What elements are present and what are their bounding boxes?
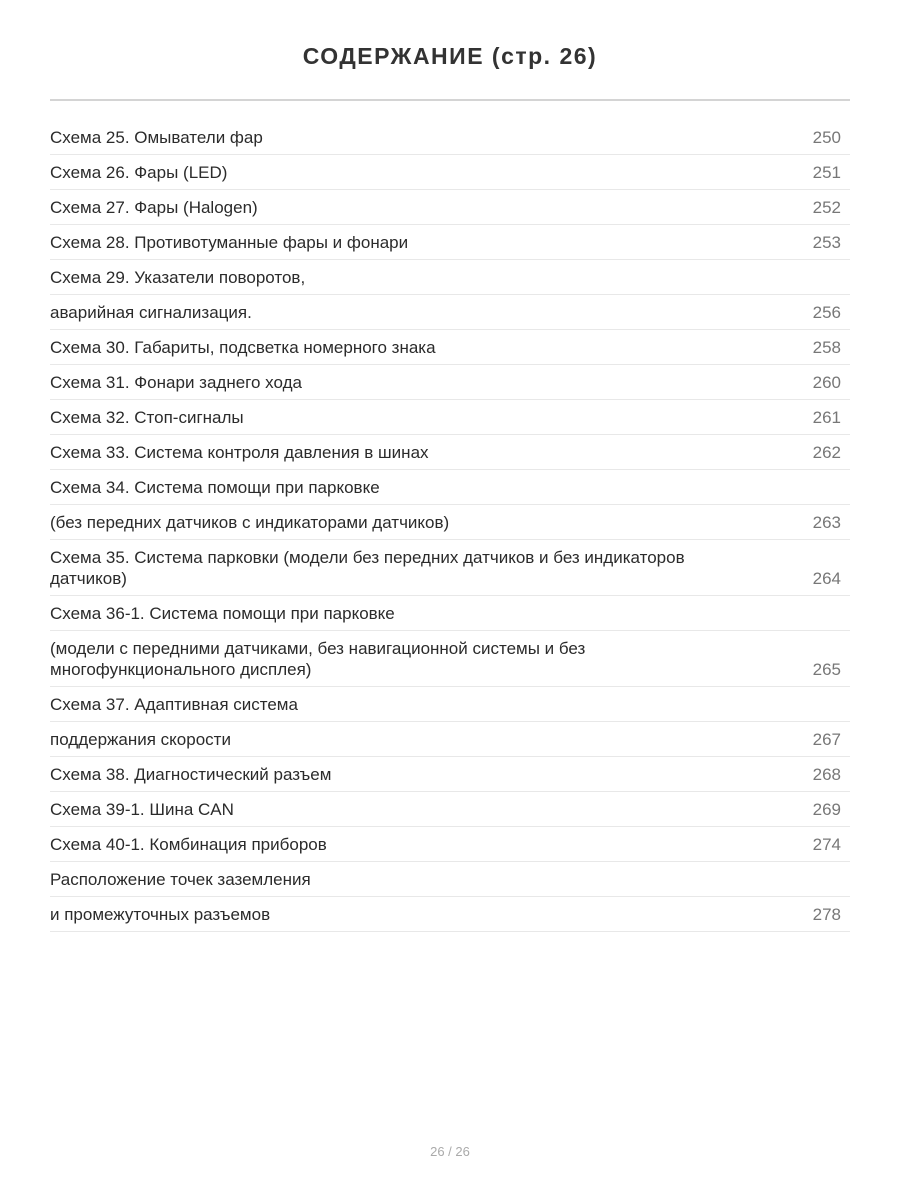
- toc-page-number: 252: [812, 198, 841, 217]
- page-indicator: 26 / 26: [430, 1144, 470, 1159]
- toc-page-number: 263: [812, 513, 841, 532]
- page-title: СОДЕРЖАНИЕ (стр. 26): [302, 43, 598, 69]
- toc-row[interactable]: [50, 631, 850, 687]
- toc-page-number: 253: [812, 233, 841, 252]
- toc-entry-label: Схема 31. Фонари заднего хода: [50, 373, 302, 392]
- toc-row[interactable]: [50, 540, 850, 596]
- toc-entry-label: поддержания скорости: [50, 730, 231, 749]
- toc-entry-label: Схема 26. Фары (LED): [50, 163, 228, 182]
- toc-entry-label: (модели с передними датчиками, без навигационной системы и без многофункционального дисплея): [50, 639, 586, 679]
- title-divider: [50, 99, 850, 101]
- toc-page-number: 268: [812, 765, 841, 784]
- toc-page-number: 260: [812, 373, 841, 392]
- toc-page-number: 267: [812, 730, 841, 749]
- toc-row[interactable]: [50, 596, 850, 631]
- toc-row[interactable]: [50, 260, 850, 295]
- toc-page-number: 264: [812, 569, 841, 588]
- toc-row[interactable]: [50, 435, 850, 470]
- toc-entry-label: Схема 37. Адаптивная система: [50, 695, 298, 714]
- toc-page-number: 274: [812, 835, 841, 854]
- toc-entry-label: и промежуточных разъемов: [50, 905, 271, 924]
- toc-row[interactable]: [50, 757, 850, 792]
- toc-row[interactable]: [50, 155, 850, 190]
- toc-entry-label: Схема 33. Система контроля давления в шинах: [50, 443, 429, 462]
- toc-entry-label: Схема 39-1. Шина CAN: [50, 800, 234, 819]
- toc-entry-label: Схема 36-1. Система помощи при парковке: [50, 604, 395, 623]
- toc-page: [50, 0, 850, 932]
- toc-entry-label: Схема 32. Стоп-сигналы: [50, 408, 244, 427]
- toc-row[interactable]: [50, 827, 850, 862]
- toc-page-number: 251: [812, 163, 841, 182]
- toc-page-number: 262: [812, 443, 841, 462]
- toc-row[interactable]: [50, 897, 850, 932]
- toc-row[interactable]: [50, 190, 850, 225]
- toc-page-number: 269: [812, 800, 841, 819]
- toc-page-number: 261: [812, 408, 841, 427]
- toc-row[interactable]: [50, 330, 850, 365]
- toc-row[interactable]: [50, 687, 850, 722]
- toc-page-number: 258: [812, 338, 841, 357]
- toc-row[interactable]: [50, 505, 850, 540]
- toc-row[interactable]: [50, 225, 850, 260]
- toc-entry-label: Схема 30. Габариты, подсветка номерного знака: [50, 338, 436, 357]
- toc-page-number: 250: [812, 128, 841, 147]
- toc-row[interactable]: [50, 400, 850, 435]
- toc-page-number: 278: [812, 905, 841, 924]
- toc-entry-label: Схема 27. Фары (Halogen): [50, 198, 258, 217]
- toc-row[interactable]: [50, 470, 850, 505]
- toc-entry-label: (без передних датчиков с индикаторами датчиков): [50, 513, 450, 532]
- toc-entry-label: Схема 25. Омыватели фар: [50, 128, 263, 147]
- toc-entry-label: Схема 38. Диагностический разъем: [50, 765, 332, 784]
- toc-entry-label: Схема 29. Указатели поворотов,: [50, 268, 306, 287]
- toc-row[interactable]: [50, 365, 850, 400]
- toc-entry-label: Расположение точек заземления: [50, 870, 311, 889]
- toc-entry-label: Схема 28. Противотуманные фары и фонари: [50, 233, 409, 252]
- toc-row[interactable]: [50, 862, 850, 897]
- toc-entry-label: аварийная сигнализация.: [50, 303, 252, 322]
- toc-page-number: 265: [812, 660, 841, 679]
- toc-entry-label: Схема 40-1. Комбинация приборов: [50, 835, 327, 854]
- toc-row[interactable]: [50, 295, 850, 330]
- toc-row[interactable]: [50, 120, 850, 155]
- toc-row[interactable]: [50, 792, 850, 827]
- toc-row[interactable]: [50, 722, 850, 757]
- toc-entry-label: Схема 35. Система парковки (модели без передних датчиков и без индикаторов датчиков): [50, 548, 685, 588]
- toc-page-number: 256: [812, 303, 841, 322]
- toc-entry-label: Схема 34. Система помощи при парковке: [50, 478, 380, 497]
- toc-list: [50, 120, 850, 932]
